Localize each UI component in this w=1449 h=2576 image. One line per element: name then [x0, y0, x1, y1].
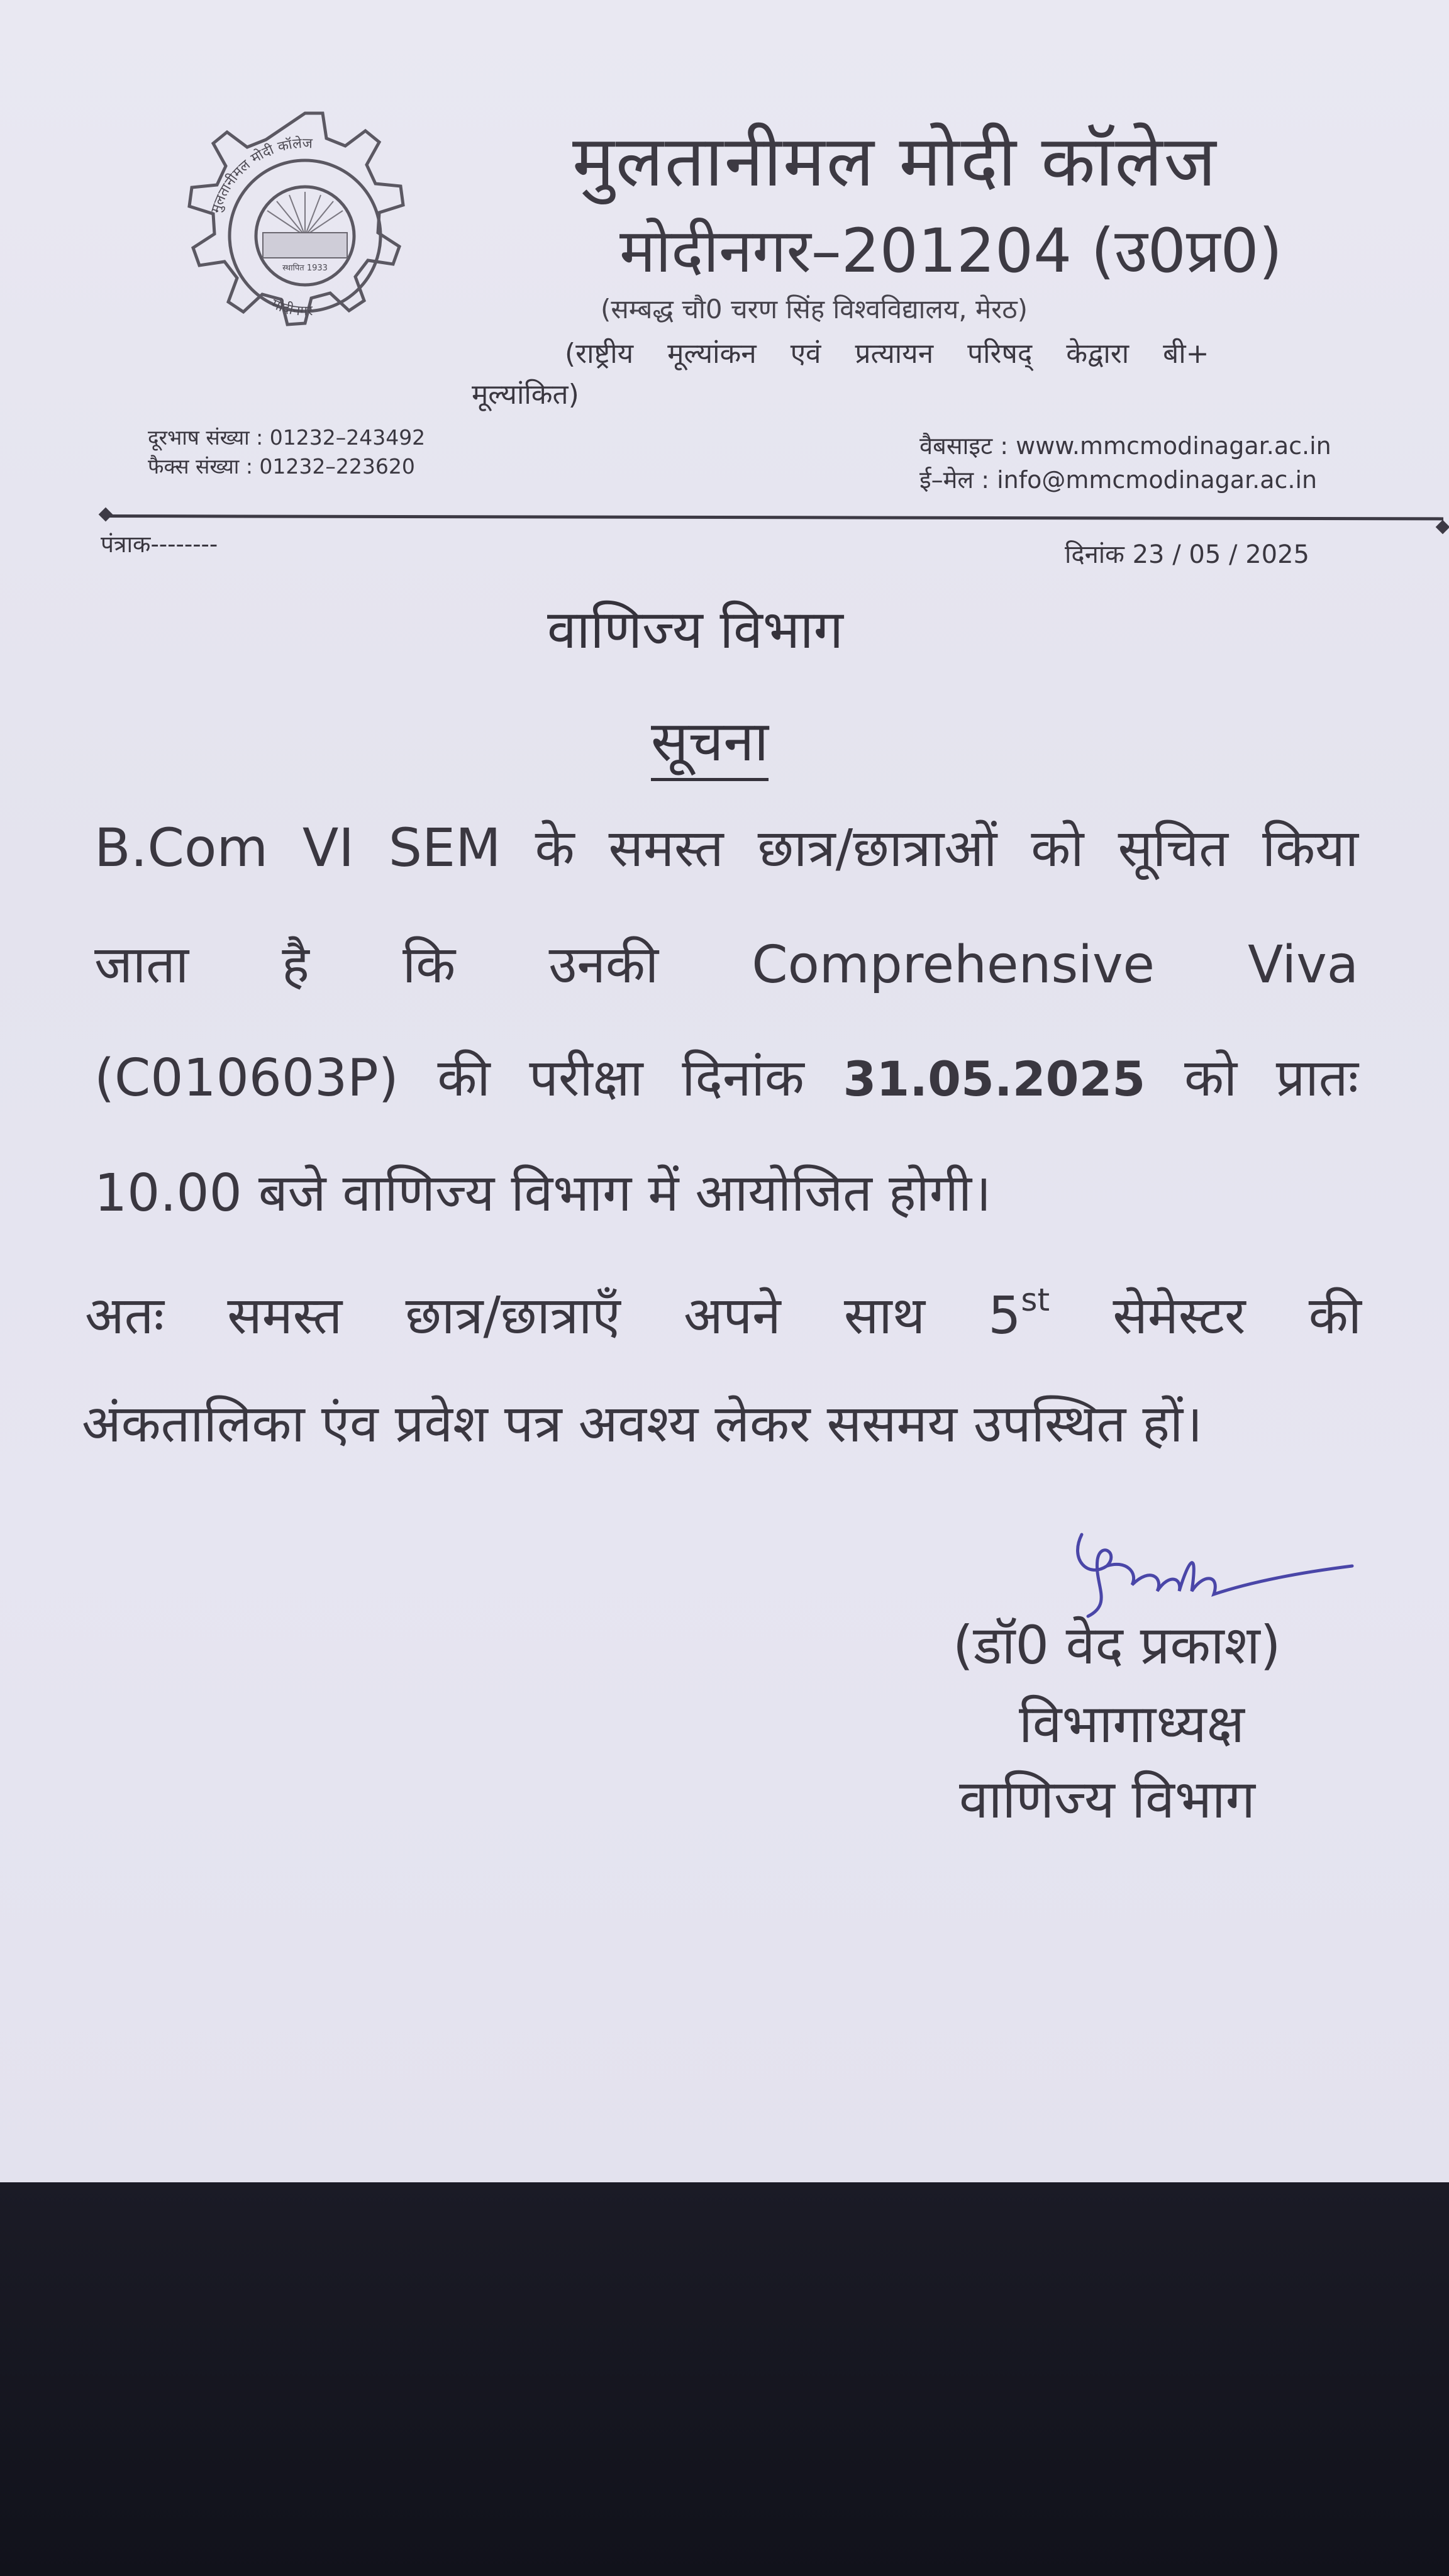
- svg-text:मोदीनगर: [269, 296, 314, 319]
- notice-line-3-end: को प्रातः: [1184, 1048, 1359, 1108]
- notice-line-4: 10.00 बजे वाणिज्य विभाग में आयोजित होगी।: [94, 1163, 992, 1223]
- signatory-department: वाणिज्य विभाग: [959, 1768, 1255, 1830]
- notice-line-2: जाता है कि उनकी Comprehensive Viva: [94, 935, 1358, 995]
- fax-number: फैक्स संख्या : 01232–223620: [148, 454, 415, 479]
- notice-title: सूचना: [651, 701, 769, 781]
- notice-line-5-text: अतः समस्त छात्र/छात्राऍं अपने साथ 5: [85, 1286, 1021, 1346]
- notice-line-3: [94, 1041, 1358, 1111]
- dark-table-surface: [0, 2182, 1449, 2576]
- course-name: B.Com VI SEM: [94, 817, 501, 879]
- website-link: वैबसाइट : www.mmcmodinagar.ac.in: [919, 432, 1331, 460]
- accreditation-continued: मूल्यांकित): [472, 379, 579, 411]
- ordinal-suffix: st: [1021, 1281, 1050, 1318]
- exam-date: 31.05.2025: [843, 1051, 1146, 1107]
- logo-ring-text-bottom: मोदीनगर: [269, 296, 314, 319]
- notice-line-1-text: के समस्त छात्र/छात्राओं को सूचित किया: [535, 819, 1358, 879]
- college-place: मोदीनगर–201204 (उ0प्र0): [619, 216, 1282, 286]
- issue-date: दिनांक 23 / 05 / 2025: [1065, 540, 1310, 569]
- notice-line-5: [85, 1279, 1362, 1349]
- notice-line-1: [94, 811, 1358, 882]
- accreditation: (राष्ट्रीय मूल्यांकन एवं प्रत्यायन परिषद् केद्वारा बी+: [565, 338, 1209, 370]
- email-address: ई–मेल : info@mmcmodinagar.ac.in: [919, 466, 1318, 494]
- affiliation: (सम्बद्ध चौ0 चरण सिंह विश्वविद्यालय, मेरठ): [601, 294, 1028, 325]
- college-name: मुलतानीमल मोदी कॉलेज: [572, 121, 1218, 203]
- notice-line-6: अंकतालिका एंव प्रवेश पत्र अवश्य लेकर ससमय उपस्थित हों।: [82, 1394, 1203, 1454]
- reference-number: पंत्राक--------: [101, 531, 218, 558]
- notice-line-3-text: (C010603P) की परीक्षा दिनांक: [94, 1048, 804, 1108]
- logo-ring-text-top: मुलतानीमल मोदी कॉलेज: [208, 135, 313, 215]
- signatory-name: (डॉ0 वेद प्रकाश): [953, 1614, 1281, 1676]
- signatory-designation: विभागाध्यक्ष: [1019, 1693, 1245, 1755]
- phone-number: दूरभाष संख्या : 01232–243492: [148, 425, 426, 450]
- notice-line-5-end: सेमेस्टर की: [1113, 1286, 1362, 1346]
- department-heading: वाणिज्य विभाग: [547, 599, 843, 660]
- college-emblem-gear-icon: [157, 101, 453, 371]
- logo-inner-text: स्थापित 1933: [282, 264, 328, 273]
